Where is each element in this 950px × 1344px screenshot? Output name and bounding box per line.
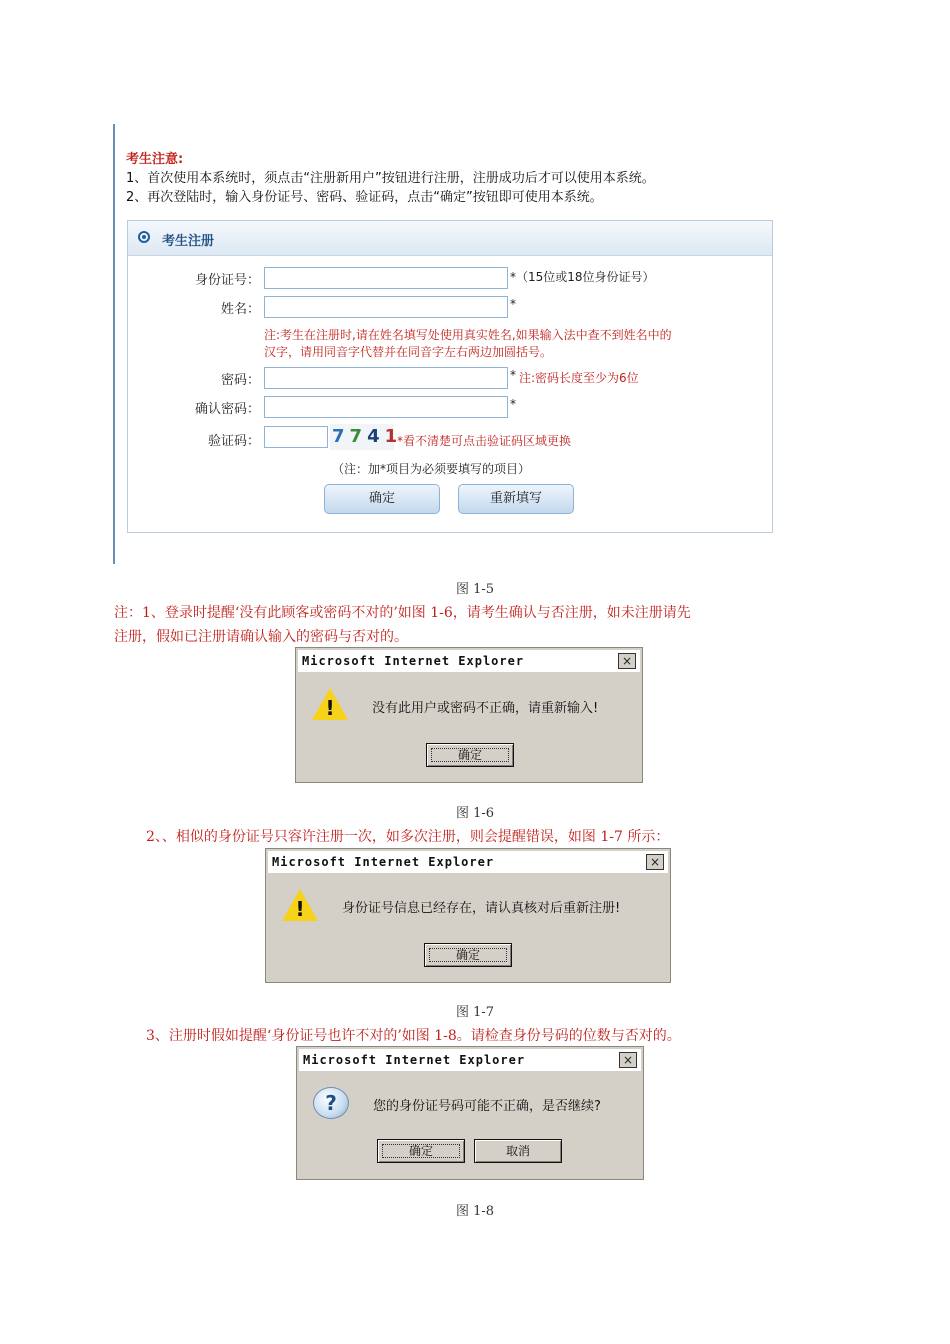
confirm-password-required-mark: * [510,397,516,411]
dialog-message: 身份证号信息已经存在，请认真核对后重新注册! [342,901,621,916]
note-1-line-1: 注：1、登录时提醒‘没有此顾客或密码不对的’如图 1-6，请考生确认与否注册，如未注册请先 [114,605,691,621]
captcha-digit-2: 7 [349,426,368,447]
dialog-ok-button[interactable]: 确定 [424,943,512,967]
figure-caption-1-5: 图 1-5 [455,582,495,597]
password-hint: 注:密码长度至少为6位 [519,371,639,385]
dialog-message: 您的身份证号码可能不正确，是否继续? [373,1099,601,1114]
dialog-title: Microsoft Internet Explorer [272,855,495,869]
ie-dialog-id-maybe-invalid [296,1046,644,1180]
close-icon[interactable]: × [619,1052,637,1068]
password-input[interactable] [264,367,508,389]
confirm-password-input[interactable] [264,396,508,418]
confirm-button[interactable]: 确定 [324,484,440,514]
question-icon: ? [313,1087,349,1119]
close-icon[interactable]: × [618,653,636,669]
note-3: 3、注册时假如提醒‘身份证号也许不对的’如图 1-8。请检查身份号码的位数与否对的。 [146,1028,681,1044]
name-required-mark: * [510,297,516,311]
dialog-title-bar [268,851,668,873]
id-number-hint: *（15位或18位身份证号） [510,270,655,284]
dialog-ok-button[interactable]: 确定 [377,1139,465,1163]
ie-dialog-id-exists [265,848,671,983]
password-label: 密码： [220,373,260,388]
captcha-hint: *看不清楚可点击验证码区域更换 [397,434,572,448]
captcha-image[interactable] [330,424,403,450]
dialog-title-bar [298,650,640,672]
dialog-cancel-button[interactable]: 取消 [474,1139,562,1163]
id-number-label: 身份证号： [194,273,260,288]
name-input[interactable] [264,296,508,318]
captcha-digit-3: 4 [367,426,385,447]
note-1-line-2: 注册，假如已注册请确认输入的密码与否对的。 [114,629,408,645]
captcha-digit-1: 7 [332,426,350,447]
captcha-digit-4: 1 [384,426,403,447]
name-note-line-1: 注:考生在注册时,请在姓名填写处使用真实姓名,如果输入法中查不到姓名中的 [264,328,672,342]
target-icon [138,231,150,243]
password-required-mark: * [510,368,516,382]
figure-caption-1-7: 图 1-7 [455,1005,495,1020]
confirm-password-label: 确认密码： [194,402,260,417]
dialog-title: Microsoft Internet Explorer [302,654,525,668]
dialog-message: 没有此用户或密码不正确，请重新输入! [372,701,599,716]
close-icon[interactable]: × [646,854,664,870]
dialog-title: Microsoft Internet Explorer [303,1053,526,1067]
captcha-label: 验证码： [207,434,260,449]
notice-line-2: 2、再次登陆时，输入身份证号、密码、验证码，点击“确定”按钮即可使用本系统。 [126,190,603,205]
required-note: （注：加*项目为必须要填写的项目） [332,462,531,476]
panel-header [128,221,772,256]
notice-line-1: 1、首次使用本系统时，须点击“注册新用户”按钮进行注册，注册成功后才可以使用本系统。 [126,171,655,186]
figure-caption-1-8: 图 1-8 [455,1204,495,1219]
warning-icon-mark: ! [325,696,335,720]
reset-button[interactable]: 重新填写 [458,484,574,514]
warning-icon-mark: ! [295,897,305,921]
ie-dialog-no-user [295,647,643,783]
id-number-input[interactable] [264,267,508,289]
notice-title: 考生注意: [126,152,184,167]
dialog-title-bar [299,1049,641,1071]
name-note-line-2: 汉字，请用同音字代替并在同音字左右两边加圆括号。 [264,345,553,359]
name-label: 姓名： [220,302,260,317]
dialog-ok-button[interactable]: 确定 [426,743,514,767]
captcha-input[interactable] [264,426,328,448]
left-margin-line [113,124,115,564]
figure-caption-1-6: 图 1-6 [455,806,495,821]
panel-title: 考生注册 [162,234,215,249]
note-2: 2、、相似的身份证号只容许注册一次，如多次注册，则会提醒错误，如图 1-7 所示： [146,829,670,845]
